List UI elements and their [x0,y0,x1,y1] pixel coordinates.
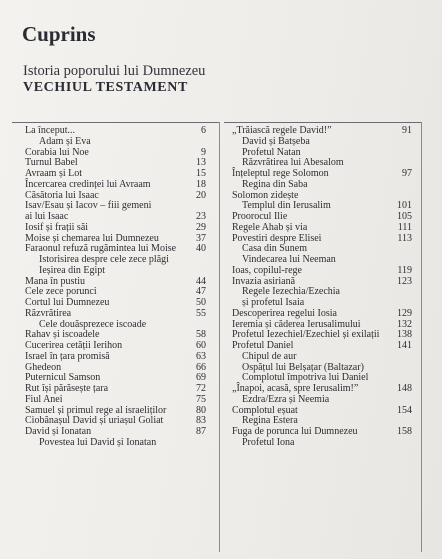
toc-entry [12,309,220,320]
toc-entry-title: Isav/Esau și Iacov – fiii gemeni [25,200,152,212]
toc-entry-title: Ghedeon [25,361,62,373]
toc-entry-title: Regina din Saba [242,178,308,190]
toc-entry-page: 148 [397,383,412,394]
toc-entry-page: 29 [196,221,206,233]
toc-left-column [12,122,220,449]
toc-entry-page: 119 [397,264,412,276]
toc-entry [224,309,422,320]
toc-entry-title: Cortul lui Dumnezeu [25,297,110,308]
section-title: VECHIUL TESTAMENT [23,80,188,95]
toc-entry-page: 111 [397,221,412,233]
toc-entry-title: Regele Ahab și via [232,221,308,233]
toc-entry-title: Profetul Daniel [232,340,294,351]
page-title: Cuprins [22,22,96,46]
toc-entry-page: 6 [201,125,206,136]
toc-entry-title: Chipul de aur [242,350,297,362]
toc-entry-page: 141 [397,340,412,351]
toc-entry-title: Răzvrătirea [25,307,72,319]
toc-entry-page: 50 [196,297,206,308]
toc-entry [224,438,422,449]
toc-entry-title: Ospățul lui Belșațar (Baltazar) [242,361,364,373]
toc-entry-page: 66 [196,361,206,373]
toc-entry-page: 72 [196,383,206,394]
toc-entry-title: Rahav și iscoadele [25,329,100,341]
toc-entry-page: 87 [196,426,206,437]
toc-entry-page: 91 [402,125,412,136]
toc-entry-page: 113 [397,232,412,244]
toc-entry-title: Fiul Anei [25,393,63,405]
toc-entry-page: 80 [196,404,206,416]
toc-entry-title: Mana în pustiu [25,275,85,287]
toc-entry-title: Avraam și Lot [25,168,83,179]
toc-entry-title: Ieremia și căderea Ierusalimului [232,318,361,330]
toc-entry-title: Corabia lui Noe [25,146,89,158]
toc-entry-title: Ioas, copilul-rege [232,264,302,276]
toc-entry-title: Povestea lui David și Ionatan [39,436,157,448]
toc-entry-title: Profetul Iezechiel/Ezechiel și exilații [232,329,380,341]
toc-entry-page: 9 [201,146,206,158]
toc-entry-page: 69 [196,372,206,384]
toc-entry-page: 20 [196,189,206,201]
toc-entry-title: Ciobănașul David și uriașul Goliat [25,415,164,427]
toc-entry-title: Turnul Babel [25,157,78,169]
toc-entry-title: Ezdra/Ezra și Neemia [242,393,330,405]
toc-entry-title: Regina Estera [242,415,298,427]
toc-entry [224,352,422,363]
toc-entry-title: „Înapoi, acasă, spre Ierusalim!” [232,383,359,394]
toc-entry-title: Moise și chemarea lui Dumnezeu [25,232,159,244]
toc-entry-page: 63 [196,350,206,362]
toc-entry-title: David și Batșeba [242,135,310,147]
toc-entry [224,266,422,277]
toc-entry-title: Iosif și frații săi [25,221,89,233]
toc-entry-page: 101 [397,200,412,212]
toc-entry-page: 129 [397,307,412,319]
toc-entry-title: Faraonul refuză rugămintea lui Moise [25,243,177,255]
toc-entry-page: 158 [397,426,412,437]
toc-entry-page: 75 [196,393,206,405]
toc-entry-page: 154 [397,404,412,416]
toc-entry [12,266,220,277]
toc-entry-title: ai lui Isaac [25,211,69,222]
toc-entry-title: și profetul Isaia [242,297,305,308]
toc-entry [224,137,422,148]
toc-entry-title: Cele douăsprezece iscoade [39,318,147,330]
toc-entry-page: 13 [196,157,206,169]
toc-entry [12,180,220,191]
toc-entry-page: 15 [196,168,206,179]
toc-entry-title: Ieșirea din Egipt [39,264,106,276]
toc-entry-title: David și Ionatan [25,426,92,437]
toc-entry-title: Samuel și primul rege al israeliților [25,404,167,416]
toc-entry-title: Israel în țara promisă [25,350,110,362]
toc-entry-page: 23 [196,211,206,222]
toc-entry-title: Regele Iezechia/Ezechia [242,286,340,298]
toc-entry-title: Cele zece porunci [25,286,97,298]
toc-entry [224,223,422,234]
toc-entry-title: Răzvrătirea lui Abesalom [242,157,344,169]
toc-entry-title: Templul din Ierusalim [242,200,331,212]
toc-entry-page: 123 [397,275,412,287]
toc-entry-title: Încercarea credinței lui Avraam [25,178,151,190]
toc-entry-title: Vindecarea lui Neeman [242,254,336,265]
toc-entry-page: 97 [402,168,412,179]
toc-entry-title: Complotul eșuat [232,404,298,416]
toc-entry-page: 47 [196,286,206,298]
toc-entry [12,352,220,363]
toc-entry-page: 55 [196,307,206,319]
toc-entry [12,223,220,234]
toc-entry [224,395,422,406]
toc-entry-page: 132 [397,318,412,330]
toc-entry-title: Solomon zidește [232,189,299,201]
toc-entry [12,137,220,148]
toc-entry-title: Profetul Natan [242,146,301,158]
toc-entry-title: „Trăiască regele David!” [232,125,332,136]
toc-entry-title: Proorocul Ilie [232,211,288,222]
toc-entry-title: Invazia asiriană [232,275,296,287]
toc-entry [224,180,422,191]
toc-entry-title: Înțeleptul rege Solomon [232,168,329,179]
toc-entry-title: Adam și Eva [39,135,91,147]
toc-entry-title: Rut își părăsește țara [25,383,109,394]
toc-entry-page: 60 [196,340,206,351]
toc-entry-page: 40 [196,243,206,255]
toc-entry-title: Fuga de porunca lui Dumnezeu [232,426,358,437]
toc-entry-page: 37 [196,232,206,244]
toc-entry-title: Căsătoria lui Isaac [25,189,99,201]
toc-entry-page: 58 [196,329,206,341]
toc-entry-title: La început... [25,125,75,136]
toc-entry-title: Povestiri despre Elisei [232,232,322,244]
toc-entry-title: Puternicul Samson [25,372,101,384]
page-subtitle: Istoria poporului lui Dumnezeu [23,63,206,79]
toc-entry-page: 138 [397,329,412,341]
toc-entry-title: Descoperirea regelui Iosia [232,307,337,319]
toc-entry [12,395,220,406]
toc-entry-page: 18 [196,178,206,190]
toc-entry [12,438,220,449]
toc-entry-title: Casa din Sunem [242,243,307,255]
toc-entry-page: 44 [196,275,206,287]
toc-entry-page: 83 [196,415,206,427]
toc-entry-page: 105 [397,211,412,222]
toc-right-column [224,122,422,449]
toc-entry-title: Cucerirea cetății Ierihon [25,340,123,351]
toc-entry-title: Complotul împotriva lui Daniel [242,372,369,384]
toc-entry-title: Istorisirea despre cele zece plăgi [39,254,169,265]
toc-entry-title: Profetul Iona [242,436,295,448]
